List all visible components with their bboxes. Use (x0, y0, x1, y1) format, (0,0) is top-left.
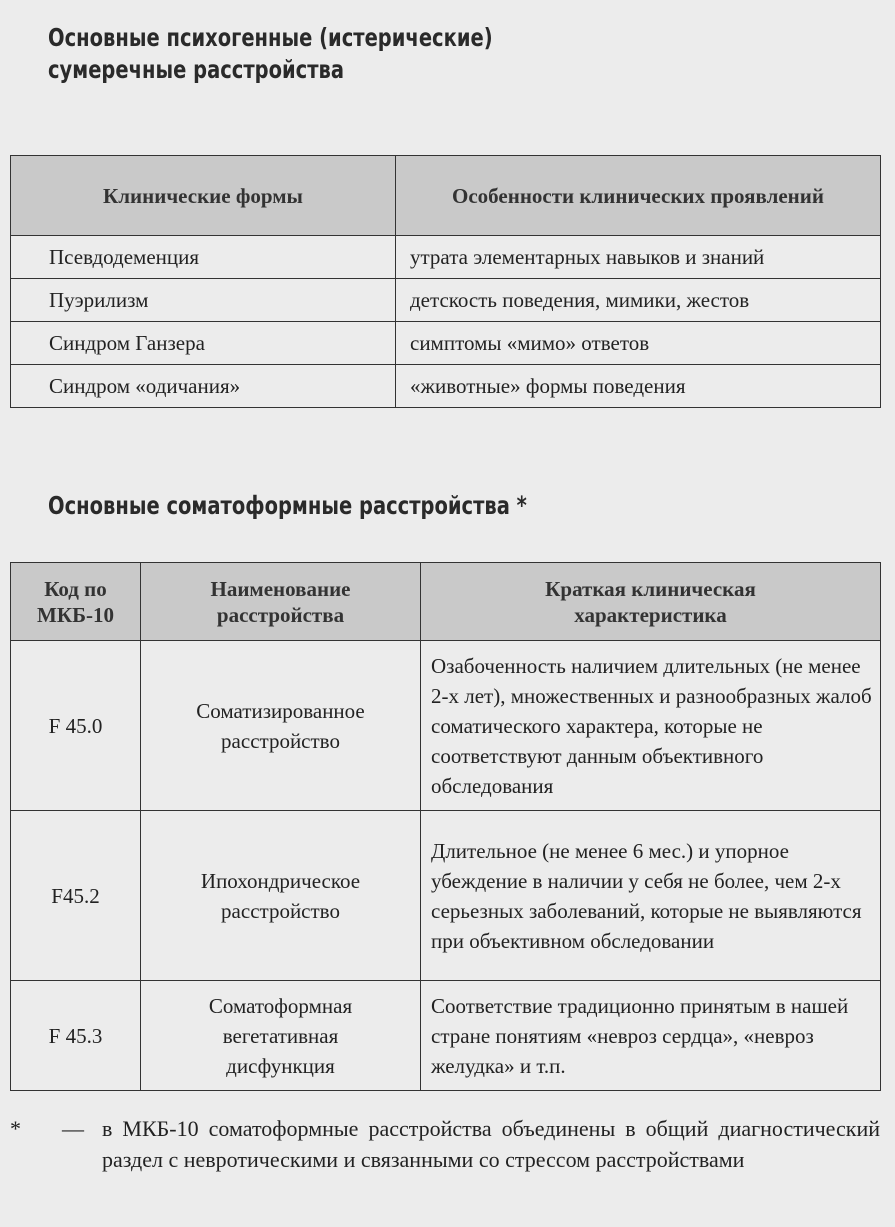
section2-title: Основные соматоформные расстройства * (48, 491, 527, 520)
table-header-row (11, 156, 881, 236)
cell: «животные» формы поведения (396, 365, 881, 408)
cell: Ипохондрическое расстройство (141, 811, 421, 981)
cell: F 45.3 (11, 981, 141, 1091)
cell: Соматизированное расстройство (141, 641, 421, 811)
cell: утрата элементарных навыков и знаний (396, 236, 881, 279)
table-row (11, 365, 881, 408)
title-line: Основные психогенные (истерические) (48, 23, 493, 52)
table-header-row (11, 563, 881, 641)
table-row (11, 236, 881, 279)
section1-title (48, 22, 493, 86)
cell: детскость поведения, мимики, жестов (396, 279, 881, 322)
cell: Длительное (не менее 6 мес.) и упорное убеждение в наличии у себя не более, чем 2-х серьезных заболеваний, которые не выявляются при объективном обследовании (421, 811, 881, 981)
footnote-marker: * (10, 1116, 21, 1141)
cell: Синдром Ганзера (11, 322, 396, 365)
cell: Пуэрилизм (11, 279, 396, 322)
table-row (11, 981, 881, 1091)
header-clinical-forms: Клинические формы (11, 156, 396, 236)
cell: F45.2 (11, 811, 141, 981)
table-row (11, 322, 881, 365)
section2-body (10, 562, 881, 1175)
somatoform-disorders-table (10, 562, 881, 1091)
cell: F 45.0 (11, 641, 141, 811)
header-description: Краткая клиническая характеристика (421, 563, 881, 641)
cell: симптомы «мимо» ответов (396, 322, 881, 365)
cell: Соответствие традиционно принятым в нашей стране понятиям «невроз сердца», «невроз желудка» и т.п. (421, 981, 881, 1091)
twilight-disorders-table (10, 155, 881, 408)
cell: Псевдодеменция (11, 236, 396, 279)
footnote-text: в МКБ-10 соматоформные расстройства объединены в общий диагностический раздел с невротическими и связанными со стрессом расстройствами (102, 1116, 880, 1172)
cell: Синдром «одичания» (11, 365, 396, 408)
cell: Соматоформная вегетативная дисфункция (141, 981, 421, 1091)
header-icd-code: Код по МКБ-10 (11, 563, 141, 641)
header-name: Наименование расстройства (141, 563, 421, 641)
title-line: сумеречные расстройства (48, 55, 345, 84)
cell: Озабоченность наличием длительных (не менее 2-х лет), множественных и разнообразных жалоб соматического характера, которые не соответствуют данным объективного обследования (421, 641, 881, 811)
table-row (11, 641, 881, 811)
footnote (10, 1113, 880, 1175)
footnote-dash: — (62, 1116, 84, 1141)
table-row (11, 811, 881, 981)
table-row (11, 279, 881, 322)
header-features: Особенности клинических проявлений (396, 156, 881, 236)
